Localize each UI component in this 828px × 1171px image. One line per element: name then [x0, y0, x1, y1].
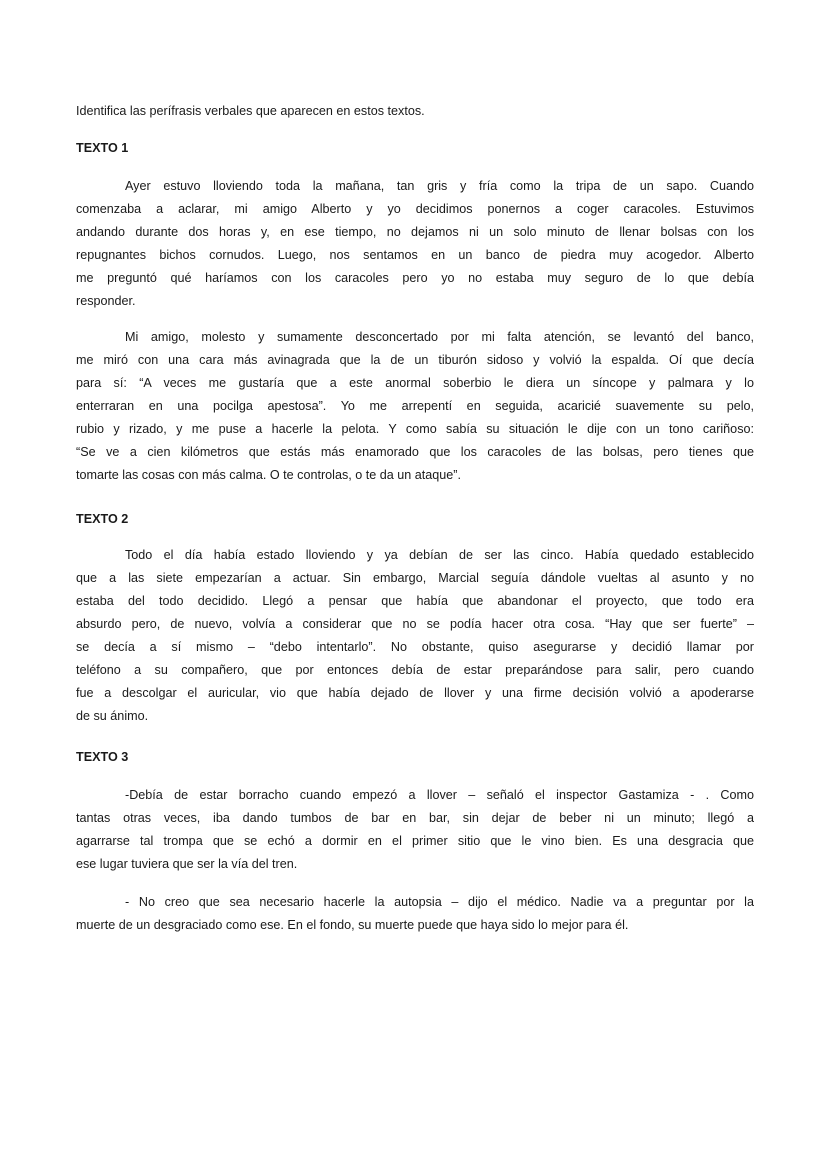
paragraph-line: de su ánimo.	[76, 709, 149, 723]
paragraph-5	[76, 891, 754, 937]
instruction: Identifica las perífrasis verbales que aparecen en estos textos.	[76, 104, 425, 118]
paragraph-line: tantas otras veces, iba dando tumbos de bar en bar, sin dejar de beber ni un minuto; llegó a	[76, 811, 754, 825]
paragraph-line: muerte de un desgraciado como ese. En el fondo, su muerte puede que haya sido lo mejor para él.	[76, 918, 629, 932]
paragraph-line: me preguntó qué haríamos con los caracoles pero yo no estaba muy seguro de lo que debía	[76, 271, 754, 285]
paragraph-line: comenzaba a aclarar, mi amigo Alberto y yo decidimos ponernos a coger caracoles. Estuvimos	[76, 202, 754, 216]
paragraph-line: que a las siete empezarían a actuar. Sin embargo, Marcial seguía dándole vueltas al asunto y no	[76, 571, 754, 585]
paragraph-line: Todo el día había estado lloviendo y ya debían de ser las cinco. Había quedado establecido	[125, 548, 754, 562]
paragraph-line: tomarte las cosas con más calma. O te controlas, o te da un ataque”.	[76, 468, 462, 482]
paragraph-line: Mi amigo, molesto y sumamente desconcertado por mi falta atención, se levantó del banco,	[125, 330, 754, 344]
paragraph-line: “Se ve a cien kilómetros que estás más enamorado que los caracoles de las bolsas, pero tienes que	[76, 445, 754, 459]
paragraph-line: fue a descolgar el auricular, vio que había dejado de llover y una firme decisión volvió a apoderarse	[76, 686, 754, 700]
paragraph-line: rubio y rizado, y me puse a hacerle la pelota. Y como sabía su situación le dije con un tono cariñoso:	[76, 422, 754, 436]
paragraph-line: enterraran en una pocilga apestosa”. Yo me arrepentí en seguida, acaricié suavemente su pelo,	[76, 399, 754, 413]
paragraph-line: para sí: “A veces me gustaría que a este anormal soberbio le diera un síncope y palmara y lo	[76, 376, 754, 390]
paragraph-line: absurdo pero, de nuevo, volvía a considerar que no se podía hacer otra cosa. “Hay que ser fuerte” –	[76, 617, 754, 631]
paragraph-line: ese lugar tuviera que ser la vía del tren.	[76, 857, 298, 871]
paragraph-line: -Debía de estar borracho cuando empezó a llover – señaló el inspector Gastamiza - . Como	[125, 788, 754, 802]
paragraph-1	[76, 175, 754, 313]
paragraph-line: responder.	[76, 294, 136, 308]
paragraph-3	[76, 544, 754, 728]
heading-texto-3: TEXTO 3	[76, 750, 129, 764]
paragraph-line: andando durante dos horas y, en ese tiempo, no dejamos ni un solo minuto de llenar bolsas con los	[76, 225, 754, 239]
paragraph-line: agarrarse tal trompa que se echó a dormir en el primer sitio que le vino bien. Es una desgracia que	[76, 834, 754, 848]
paragraph-line: me miró con una cara más avinagrada que la de un tiburón sidoso y volvió la espalda. Oí que decía	[76, 353, 754, 367]
paragraph-line: se decía a sí mismo – “debo intentarlo”. No obstante, quiso asegurarse y decidió llamar por	[76, 640, 754, 654]
paragraph-line: teléfono a su compañero, que por entonces debía de estar preparándose para salir, pero cuando	[76, 663, 754, 677]
paragraph-line: - No creo que sea necesario hacerle la autopsia – dijo el médico. Nadie va a preguntar por la	[125, 895, 754, 909]
heading-texto-1: TEXTO 1	[76, 141, 129, 155]
paragraph-line: Ayer estuvo lloviendo toda la mañana, tan gris y fría como la tripa de un sapo. Cuando	[125, 179, 754, 193]
paragraph-line: estaba del todo decidido. Llegó a pensar que había que abandonar el proyecto, que todo era	[76, 594, 754, 608]
heading-texto-2: TEXTO 2	[76, 512, 129, 526]
paragraph-line: repugnantes bichos cornudos. Luego, nos sentamos en un banco de piedra muy acogedor. Alberto	[76, 248, 754, 262]
paragraph-2	[76, 326, 754, 487]
paragraph-4	[76, 784, 754, 876]
